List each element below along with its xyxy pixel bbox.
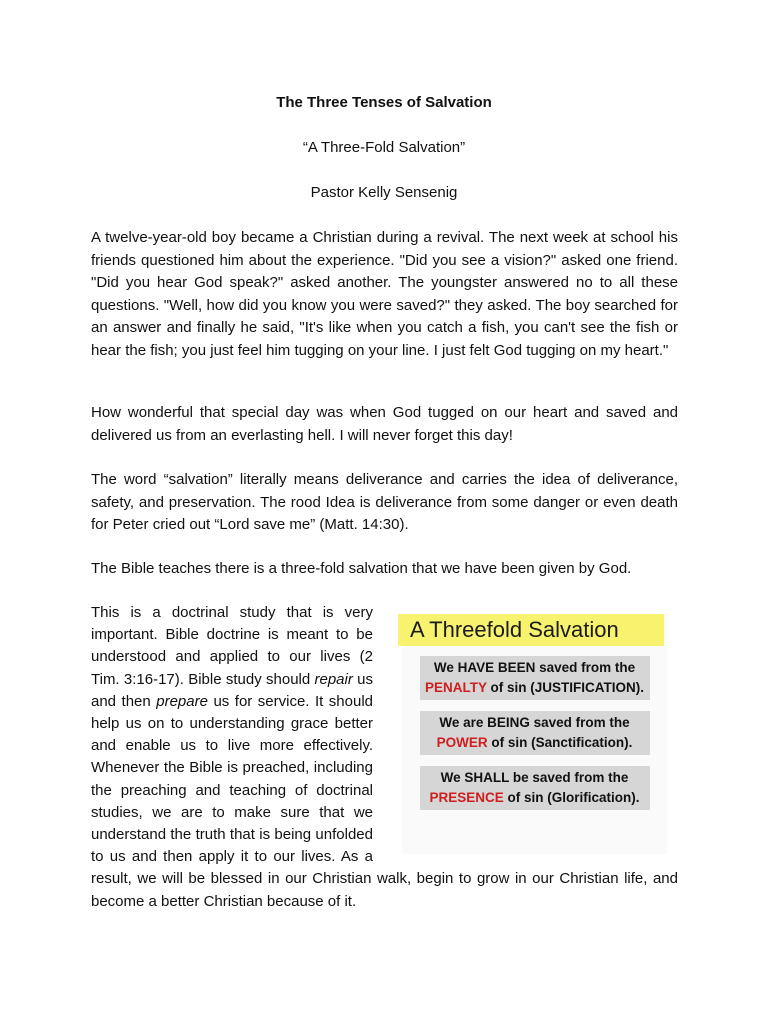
paragraph-word-salvation: The word “salvation” literally means deliverance and carries the idea of deliverance, safety, and preservation. The rood Idea is deliverance from some danger or even death for Peter cried out “Lord save me” (Matt. 14:30). bbox=[91, 471, 678, 533]
paragraph-doctrinal-study bbox=[91, 602, 678, 913]
paragraph-text: This is a doctrinal study that is very important. Bible doctrine is meant to be understood and applied to our lives (2 Tim. 3:16-17). Bible study should bbox=[91, 604, 373, 688]
paragraph-three-fold: The Bible teaches there is a three-fold salvation that we have been given by God. bbox=[91, 560, 632, 577]
paragraph-text: us for service. It should help us on to understanding grace better and enable us to live more effectively. Whenever the Bible is preached, including the preaching and teaching of doctrinal studies, we are to make sure that we understand the truth that is being unfolded to us and then apply it to our lives. As a result, we will be blessed in our Christian walk, begin to grow in our Christian life, and become a better Christian because of it. bbox=[91, 692, 678, 910]
figure-box-rest: of sin (Glorification). bbox=[503, 790, 640, 805]
document-title: The Three Tenses of Salvation bbox=[276, 94, 492, 111]
figure-box-line: We HAVE BEEN saved from the bbox=[433, 660, 636, 675]
figure-keyword: PENALTY bbox=[424, 680, 487, 695]
figure-keyword: POWER bbox=[436, 735, 488, 750]
figure-box-line bbox=[420, 678, 650, 698]
paragraph-wonderful-day: How wonderful that special day was when God tugged on our heart and saved and delivered us from an everlasting hell. I will never forget this day! bbox=[91, 404, 678, 444]
paragraph-story: A twelve-year-old boy became a Christian during a revival. The next week at school his friends questioned him about the experience. "Did you see a vision?" asked one friend. "Did you hear God speak?" asked another. The youngster answered no to all these questions. "Well, how did you know you were saved?" they asked. The boy searched for an answer and finally he said, "It's like when you catch a fish, you can't see the fish or hear the fish; you just feel him tugging on your line. I just felt God tugging on my heart." bbox=[91, 229, 678, 359]
figure-box-rest: of sin (JUSTIFICATION). bbox=[486, 680, 644, 695]
figure-box-sanctification bbox=[420, 711, 650, 755]
figure-title: A Threefold Salvation bbox=[398, 614, 664, 646]
figure-box-glorification bbox=[420, 766, 650, 810]
emphasis-prepare: prepare bbox=[156, 692, 208, 710]
figure-keyword: PRESENCE bbox=[429, 790, 504, 805]
threefold-salvation-figure bbox=[402, 614, 667, 854]
figure-box-line bbox=[420, 788, 650, 808]
figure-box-rest: of sin (Sanctification). bbox=[487, 735, 633, 750]
figure-box-line: We SHALL be saved from the bbox=[440, 770, 629, 785]
figure-box-line bbox=[420, 733, 650, 753]
document-author: Pastor Kelly Sensenig bbox=[310, 184, 458, 201]
document-subtitle: “A Three-Fold Salvation” bbox=[302, 139, 466, 156]
paragraph-text: us and then bbox=[91, 670, 373, 710]
figure-box-line: We are BEING saved from the bbox=[439, 715, 630, 730]
figure-box-justification bbox=[420, 656, 650, 700]
emphasis-repair: repair bbox=[314, 670, 353, 688]
